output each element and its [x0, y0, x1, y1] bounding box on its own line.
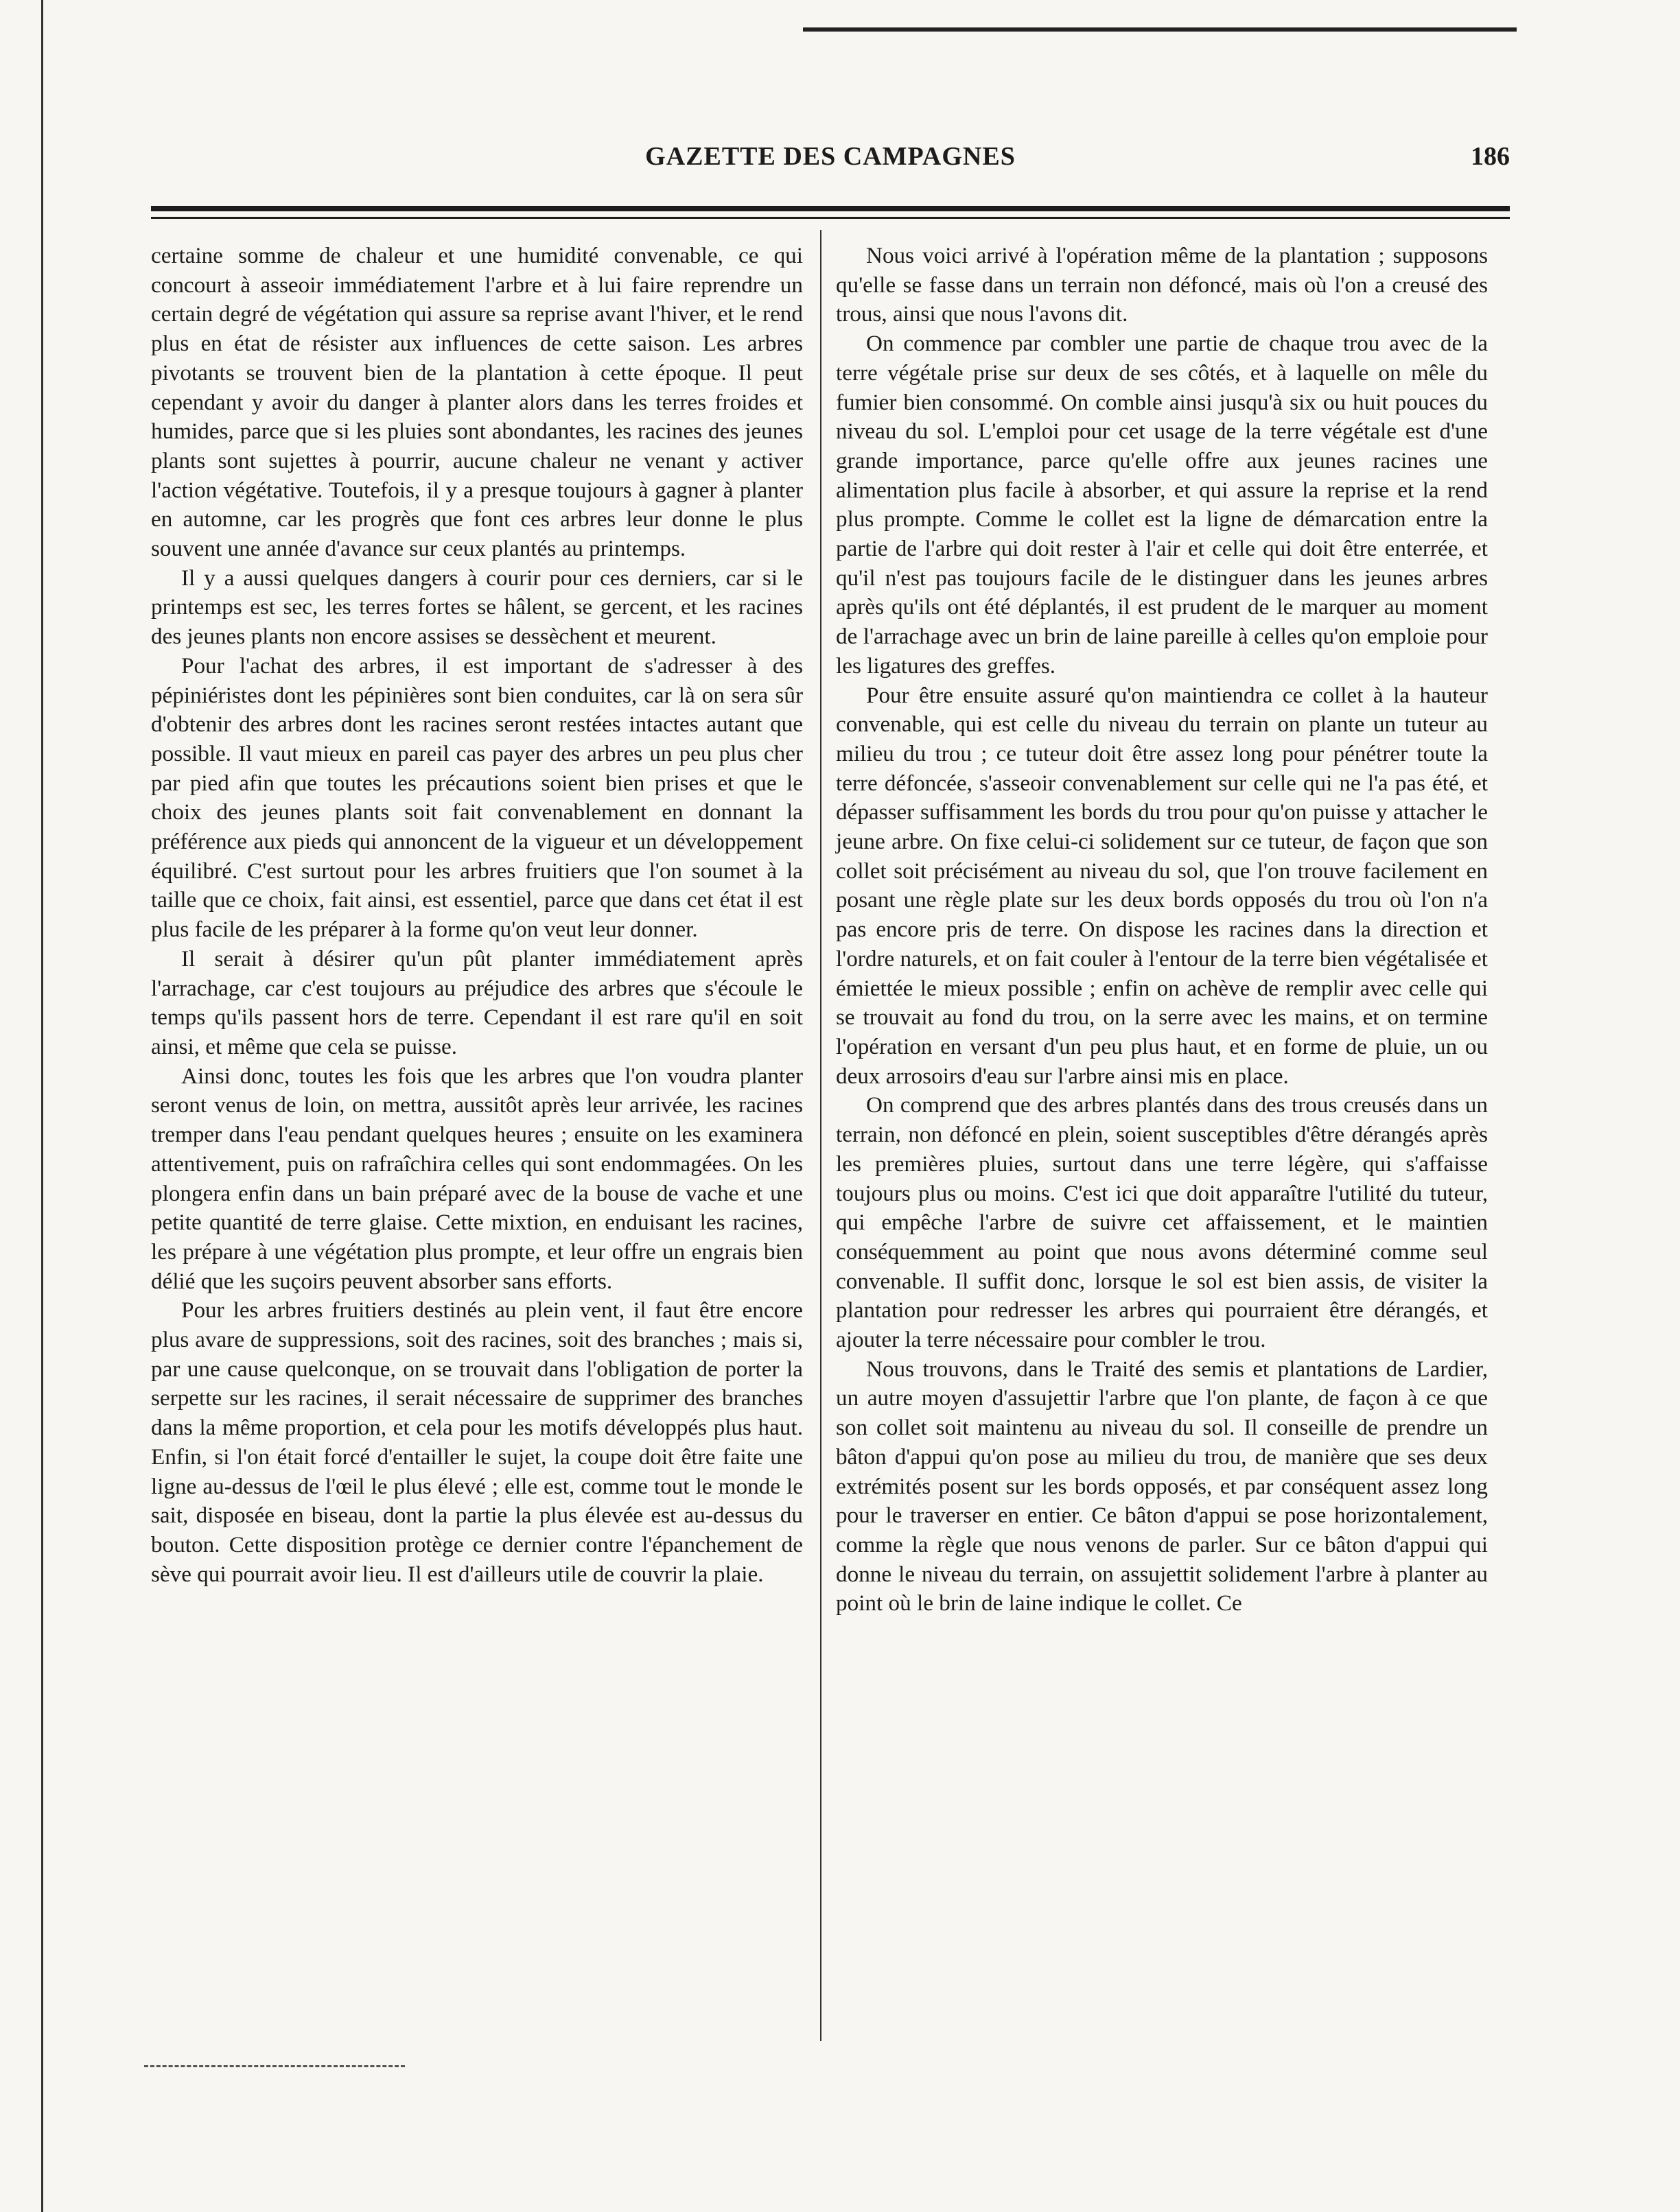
footer-rule: [144, 2065, 405, 2070]
paragraph: Pour les arbres fruitiers destinés au plein vent, il faut être encore plus avare de suppressions, soit des racines, soit des branches ; mais si, par une cause quelconque, on se trouvait dans l'obligation de porter la serpette sur les racines, il serait nécessaire de supprimer des branches dans la même proportion, et cela pour les motifs développés plus haut. Enfin, si l'on était forcé d'entailler le sujet, la coupe doit être faite une ligne au-dessus de l'œil le plus élevé ; elle est, comme tout le monde le sait, disposée en biseau, dont la partie la plus élevée est au-dessus du bouton. Cette disposition protège ce dernier contre l'épanchement de sève qui pourrait avoir lieu. Il est d'ailleurs utile de couvrir la plaie.: [151, 1297, 803, 1587]
top-rule: [803, 27, 1517, 32]
left-column: [151, 242, 803, 1589]
paragraph: Il y a aussi quelques dangers à courir pour ces derniers, car si le printemps est sec, les terres fortes se hâlent, se gercent, et les racines des jeunes plants non encore assises se dessèchent et meurent.: [151, 565, 803, 650]
header-rule: [151, 206, 1510, 211]
binding-edge: [41, 0, 43, 2212]
paragraph: On commence par combler une partie de chaque trou avec de la terre végétale prise sur deux de ses côtés, et à laquelle on mêle du fumier bien consommé. On comble ainsi jusqu'à six ou huit pouces du niveau du sol. L'emploi pour cet usage de la terre végétale est d'une grande importance, parce qu'elle offre aux jeunes racines une alimentation plus facile à absorber, et qui assure la reprise et la rend plus prompte. Comme le collet est la ligne de démarcation entre la partie de l'arbre qui doit rester à l'air et celle qui doit être enterrée, et qu'il n'est pas toujours facile de le distinguer dans les jeunes arbres après qu'ils ont été déplantés, il est prudent de le marquer au moment de l'arrachage avec un brin de laine pareille à celles qu'on emploie pour les ligatures des greffes.: [836, 331, 1488, 679]
paragraph: Il serait à désirer qu'un pût planter immédiatement après l'arrachage, car c'est toujours au préjudice des arbres que s'écoule le temps qu'ils passent hors de terre. Cependant il est rare qu'il en soit ainsi, et même que cela se puisse.: [151, 945, 803, 1059]
paragraph: Pour être ensuite assuré qu'on maintiendra ce collet à la hauteur convenable, qui est celle du niveau du terrain on plante un tuteur au milieu du trou ; ce tuteur doit être assez long pour pénétrer toute la terre défoncée, s'asseoir convenablement sur celle qui ne l'a pas été, et dépasser suffisamment les bords du trou pour qu'on puisse y attacher le jeune arbre. On fixe celui-ci solidement sur ce tuteur, de façon que son collet soit précisément au niveau du sol, que l'on trouve facilement en posant une règle plate sur les deux bords opposés du trou où l'on n'a pas encore pris de terre. On dispose les racines dans la direction et l'ordre naturels, et on fait couler à l'entour de la terre bien végétalisée et émiettée le mieux possible ; enfin on achève de remplir avec celle qui se trouvait au fond du trou, on la serre avec les mains, et on termine l'opération en versant d'un peu plus haut, et en forme de pluie, un ou deux arrosoirs d'eau sur l'arbre ainsi mis en place.: [836, 682, 1488, 1089]
running-title: GAZETTE DES CAMPAGNES: [645, 142, 1016, 171]
page-number: 186: [1471, 142, 1510, 171]
paragraph: Nous voici arrivé à l'opération même de la plantation ; supposons qu'elle se fasse dans un terrain non défoncé, mais où l'on a creusé des trous, ainsi que nous l'avons dit.: [836, 243, 1488, 327]
paragraph: Pour l'achat des arbres, il est important de s'adresser à des pépiniéristes dont les pépinières sont bien conduites, car là on sera sûr d'obtenir des arbres dont les racines seront restées intactes autant que possible. Il vaut mieux en pareil cas payer des arbres un peu plus cher par pied afin que toutes les précautions soient bien prises et que le choix des jeunes plants soit fait convenablement en donnant la préférence aux pieds qui annoncent de la vigueur et un développement équilibré. C'est surtout pour les arbres fruitiers que l'on soumet à la taille que ce choix, fait ainsi, est essentiel, parce que dans cet état il est plus facile de les préparer à la forme qu'on veut leur donner.: [151, 652, 803, 943]
paragraph: certaine somme de chaleur et une humidité convenable, ce qui concourt à asseoir immédiatement l'arbre et à lui faire reprendre un certain degré de végétation qui assure sa reprise avant l'hiver, et le rend plus en état de résister aux influences de cette saison. Les arbres pivotants se trouvent bien de la plantation à cette époque. Il peut cependant y avoir du danger à planter alors dans les terres froides et humides, parce que si les pluies sont abondantes, les racines des jeunes plants sont sujettes à pourrir, aucune chaleur ne venant y activer l'action végétative. Toutefois, il y a presque toujours à gagner à planter en automne, car les progrès que font ces arbres leur donne le plus souvent une année d'avance sur ceux plantés au printemps.: [151, 243, 803, 562]
header-rule-thin: [151, 217, 1510, 219]
column-divider: [820, 230, 821, 2041]
paragraph: On comprend que des arbres plantés dans des trous creusés dans un terrain, non défoncé en plein, soient susceptibles d'être dérangés après les premières pluies, surtout dans une terre légère, qui s'affaisse toujours plus ou moins. C'est ici que doit apparaître l'utilité du tuteur, qui empêche l'arbre de suivre cet affaissement, et le maintien conséquemment au point que nous avons déterminé comme seul convenable. Il suffit donc, lorsque le sol est bien assis, de visiter la plantation pour redresser les arbres qui pourraient être dérangés, et ajouter la terre nécessaire pour combler le trou.: [836, 1092, 1488, 1353]
right-column: [836, 242, 1488, 1619]
paragraph: Ainsi donc, toutes les fois que les arbres que l'on voudra planter seront venus de loin, on mettra, aussitôt après leur arrivée, les racines tremper dans l'eau pendant quelques heures ; ensuite on les examinera attentivement, puis on rafraîchira celles qui sont endommagées. On les plongera enfin dans un bain préparé avec de la bouse de vache et une petite quantité de terre glaise. Cette mixtion, en enduisant les racines, les prépare à une végétation plus prompte, et leur offre un engrais bien délié que les suçoirs peuvent absorber sans efforts.: [151, 1063, 803, 1294]
page-header: [151, 141, 1510, 183]
paragraph: Nous trouvons, dans le Traité des semis et plantations de Lardier, un autre moyen d'assujettir l'arbre que l'on plante, de façon à ce que son collet soit maintenu au niveau du sol. Il conseille de prendre un bâton d'appui qu'on pose au milieu du trou, de manière que ses deux extrémités posent sur les bords opposés, et par conséquent assez long pour le traverser en entier. Ce bâton d'appui se pose horizontalement, comme la règle que nous venons de parler. Sur ce bâton d'appui qui donne le niveau du terrain, on assujettit solidement l'arbre à planter au point où le brin de laine indique le collet. Ce: [836, 1356, 1488, 1616]
